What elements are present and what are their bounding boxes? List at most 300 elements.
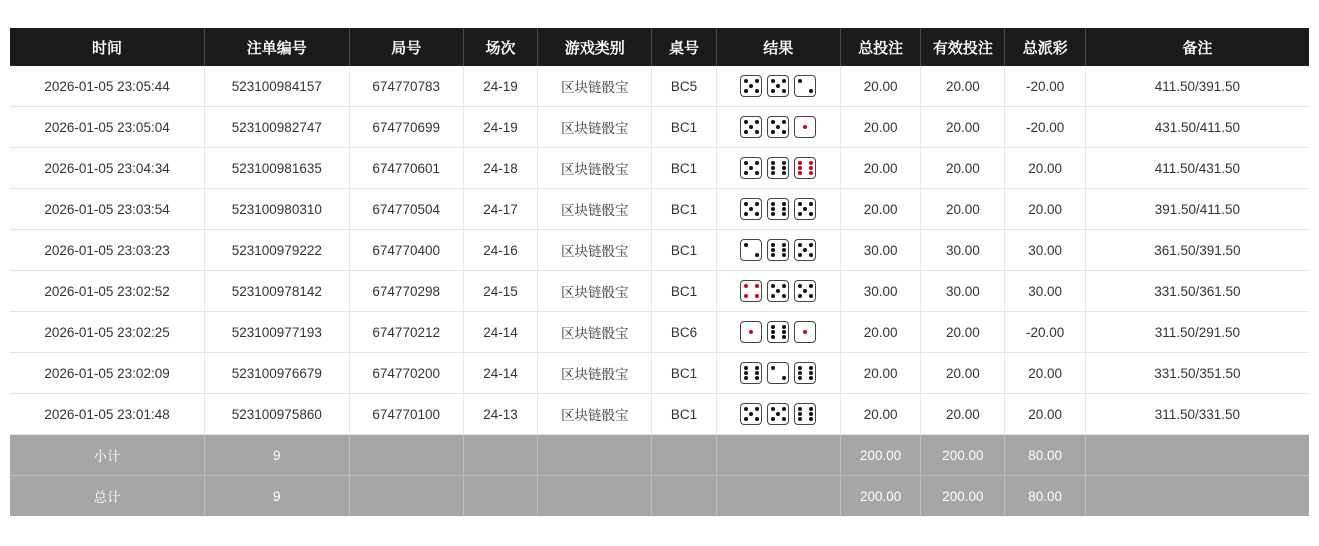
cell-time: 2026-01-05 23:04:34 bbox=[10, 148, 205, 189]
dice-pip bbox=[771, 130, 775, 134]
dice-face-1 bbox=[794, 116, 816, 138]
column-header-bet_id[interactable]: 注单编号 bbox=[205, 28, 349, 66]
dice-pip bbox=[809, 166, 813, 170]
cell-valid-bet: 20.00 bbox=[921, 189, 1005, 230]
cell-valid-bet: 20.00 bbox=[921, 394, 1005, 435]
dice-pip bbox=[782, 253, 786, 257]
dice-pip bbox=[749, 84, 753, 88]
table-row[interactable] bbox=[10, 107, 1309, 148]
dice-pip bbox=[782, 212, 786, 216]
dice-pip bbox=[798, 166, 802, 170]
dice-pip bbox=[809, 294, 813, 298]
dice-pip bbox=[782, 79, 786, 83]
dice-pip bbox=[744, 79, 748, 83]
cell-valid-bet: 20.00 bbox=[921, 148, 1005, 189]
summary-count: 9 bbox=[205, 476, 349, 517]
cell-session: 24-15 bbox=[463, 271, 537, 312]
summary-blank-gametype bbox=[538, 476, 652, 517]
dice-face-6 bbox=[794, 403, 816, 425]
dice-pip bbox=[809, 407, 813, 411]
summary-count: 9 bbox=[205, 435, 349, 476]
summary-blank-remark bbox=[1085, 476, 1309, 517]
dice-pip bbox=[782, 171, 786, 175]
cell-game-type: 区块链骰宝 bbox=[538, 189, 652, 230]
dice-pip bbox=[798, 79, 802, 83]
dice-pip bbox=[755, 202, 759, 206]
cell-valid-bet: 30.00 bbox=[921, 271, 1005, 312]
dice-pip bbox=[744, 294, 748, 298]
cell-time: 2026-01-05 23:02:25 bbox=[10, 312, 205, 353]
bet-records-table bbox=[10, 28, 1309, 516]
dice-pip bbox=[744, 284, 748, 288]
cell-remark: 331.50/361.50 bbox=[1085, 271, 1309, 312]
cell-remark: 361.50/391.50 bbox=[1085, 230, 1309, 271]
cell-round-no: 674770601 bbox=[349, 148, 463, 189]
cell-session: 24-16 bbox=[463, 230, 537, 271]
cell-game-type: 区块链骰宝 bbox=[538, 312, 652, 353]
cell-total-payout: -20.00 bbox=[1005, 66, 1085, 107]
dice-pip bbox=[782, 335, 786, 339]
grandtotal-row bbox=[10, 476, 1309, 517]
cell-total-payout: -20.00 bbox=[1005, 312, 1085, 353]
dice-group bbox=[721, 280, 836, 302]
cell-bet-id: 523100982747 bbox=[205, 107, 349, 148]
cell-bet-id: 523100979222 bbox=[205, 230, 349, 271]
cell-bet-id: 523100978142 bbox=[205, 271, 349, 312]
cell-total-payout: 20.00 bbox=[1005, 148, 1085, 189]
dice-pip bbox=[782, 166, 786, 170]
cell-total-payout: 30.00 bbox=[1005, 271, 1085, 312]
dice-pip bbox=[755, 79, 759, 83]
dice-pip bbox=[776, 289, 780, 293]
dice-pip bbox=[771, 366, 775, 370]
cell-round-no: 674770699 bbox=[349, 107, 463, 148]
dice-pip bbox=[809, 253, 813, 257]
dice-face-5 bbox=[740, 198, 762, 220]
dice-pip bbox=[755, 284, 759, 288]
dice-pip bbox=[809, 417, 813, 421]
dice-pip bbox=[809, 212, 813, 216]
summary-valid-bet: 200.00 bbox=[921, 435, 1005, 476]
table-header bbox=[10, 28, 1309, 66]
column-header-game_type[interactable]: 游戏类别 bbox=[538, 28, 652, 66]
dice-pip bbox=[771, 212, 775, 216]
summary-blank-session bbox=[463, 435, 537, 476]
cell-total-payout: 30.00 bbox=[1005, 230, 1085, 271]
summary-blank-result bbox=[716, 476, 840, 517]
dice-pip bbox=[771, 166, 775, 170]
column-header-remark[interactable]: 备注 bbox=[1085, 28, 1309, 66]
cell-game-type: 区块链骰宝 bbox=[538, 148, 652, 189]
dice-pip bbox=[744, 171, 748, 175]
dice-pip bbox=[744, 371, 748, 375]
cell-remark: 311.50/331.50 bbox=[1085, 394, 1309, 435]
dice-pip bbox=[782, 161, 786, 165]
dice-pip bbox=[744, 243, 748, 247]
table-row[interactable] bbox=[10, 394, 1309, 435]
cell-time: 2026-01-05 23:05:04 bbox=[10, 107, 205, 148]
dice-pip bbox=[803, 248, 807, 252]
summary-blank-session bbox=[463, 476, 537, 517]
cell-remark: 411.50/391.50 bbox=[1085, 66, 1309, 107]
dice-face-6 bbox=[794, 157, 816, 179]
dice-pip bbox=[771, 202, 775, 206]
dice-pip bbox=[771, 284, 775, 288]
cell-result-dice bbox=[716, 148, 840, 189]
cell-result-dice bbox=[716, 66, 840, 107]
summary-blank-round bbox=[349, 435, 463, 476]
dice-pip bbox=[798, 407, 802, 411]
cell-session: 24-14 bbox=[463, 353, 537, 394]
dice-pip bbox=[803, 207, 807, 211]
cell-table-no: BC1 bbox=[652, 230, 716, 271]
dice-face-5 bbox=[794, 239, 816, 261]
cell-round-no: 674770212 bbox=[349, 312, 463, 353]
table-row[interactable] bbox=[10, 148, 1309, 189]
cell-remark: 331.50/351.50 bbox=[1085, 353, 1309, 394]
dice-pip bbox=[771, 120, 775, 124]
cell-result-dice bbox=[716, 312, 840, 353]
cell-result-dice bbox=[716, 394, 840, 435]
dice-pip bbox=[749, 330, 753, 334]
cell-game-type: 区块链骰宝 bbox=[538, 107, 652, 148]
dice-pip bbox=[755, 171, 759, 175]
dice-pip bbox=[809, 412, 813, 416]
table-row[interactable] bbox=[10, 271, 1309, 312]
dice-face-5 bbox=[767, 75, 789, 97]
summary-blank-remark bbox=[1085, 435, 1309, 476]
dice-group bbox=[721, 157, 836, 179]
dice-pip bbox=[744, 89, 748, 93]
cell-result-dice bbox=[716, 189, 840, 230]
summary-label: 总计 bbox=[10, 476, 205, 517]
cell-bet-id: 523100980310 bbox=[205, 189, 349, 230]
dice-pip bbox=[771, 294, 775, 298]
cell-round-no: 674770298 bbox=[349, 271, 463, 312]
dice-pip bbox=[744, 366, 748, 370]
dice-pip bbox=[771, 253, 775, 257]
dice-pip bbox=[755, 417, 759, 421]
cell-total-bet: 30.00 bbox=[841, 230, 921, 271]
dice-face-4 bbox=[740, 280, 762, 302]
dice-pip bbox=[782, 207, 786, 211]
dice-face-6 bbox=[794, 362, 816, 384]
dice-face-5 bbox=[740, 157, 762, 179]
summary-total-bet: 200.00 bbox=[841, 435, 921, 476]
cell-bet-id: 523100975860 bbox=[205, 394, 349, 435]
dice-group bbox=[721, 116, 836, 138]
summary-blank-result bbox=[716, 435, 840, 476]
dice-pip bbox=[771, 248, 775, 252]
cell-table-no: BC1 bbox=[652, 394, 716, 435]
cell-session: 24-18 bbox=[463, 148, 537, 189]
cell-total-bet: 30.00 bbox=[841, 271, 921, 312]
dice-pip bbox=[744, 407, 748, 411]
dice-face-1 bbox=[794, 321, 816, 343]
dice-pip bbox=[782, 407, 786, 411]
dice-pip bbox=[755, 366, 759, 370]
dice-pip bbox=[798, 171, 802, 175]
dice-pip bbox=[755, 130, 759, 134]
dice-face-5 bbox=[740, 116, 762, 138]
cell-round-no: 674770783 bbox=[349, 66, 463, 107]
dice-face-5 bbox=[740, 75, 762, 97]
dice-pip bbox=[809, 284, 813, 288]
dice-face-6 bbox=[740, 362, 762, 384]
dice-pip bbox=[755, 161, 759, 165]
dice-pip bbox=[809, 243, 813, 247]
cell-bet-id: 523100984157 bbox=[205, 66, 349, 107]
dice-pip bbox=[782, 376, 786, 380]
cell-game-type: 区块链骰宝 bbox=[538, 230, 652, 271]
table-row[interactable] bbox=[10, 66, 1309, 107]
cell-table-no: BC1 bbox=[652, 271, 716, 312]
summary-total-bet: 200.00 bbox=[841, 476, 921, 517]
column-header-result[interactable]: 结果 bbox=[716, 28, 840, 66]
dice-face-2 bbox=[740, 239, 762, 261]
dice-face-2 bbox=[767, 362, 789, 384]
cell-valid-bet: 20.00 bbox=[921, 353, 1005, 394]
dice-face-6 bbox=[767, 198, 789, 220]
dice-pip bbox=[782, 202, 786, 206]
dice-pip bbox=[771, 171, 775, 175]
dice-pip bbox=[809, 161, 813, 165]
dice-face-5 bbox=[767, 116, 789, 138]
dice-face-2 bbox=[794, 75, 816, 97]
dice-pip bbox=[749, 207, 753, 211]
cell-total-bet: 20.00 bbox=[841, 312, 921, 353]
dice-group bbox=[721, 198, 836, 220]
cell-table-no: BC1 bbox=[652, 189, 716, 230]
cell-total-payout: -20.00 bbox=[1005, 107, 1085, 148]
dice-pip bbox=[755, 120, 759, 124]
dice-group bbox=[721, 362, 836, 384]
cell-round-no: 674770200 bbox=[349, 353, 463, 394]
cell-remark: 311.50/291.50 bbox=[1085, 312, 1309, 353]
cell-total-payout: 20.00 bbox=[1005, 353, 1085, 394]
dice-pip bbox=[782, 248, 786, 252]
summary-total-payout: 80.00 bbox=[1005, 476, 1085, 517]
dice-pip bbox=[798, 294, 802, 298]
dice-group bbox=[721, 403, 836, 425]
dice-pip bbox=[771, 325, 775, 329]
dice-group bbox=[721, 321, 836, 343]
cell-time: 2026-01-05 23:02:09 bbox=[10, 353, 205, 394]
dice-pip bbox=[782, 294, 786, 298]
dice-pip bbox=[755, 89, 759, 93]
cell-time: 2026-01-05 23:03:23 bbox=[10, 230, 205, 271]
dice-pip bbox=[755, 376, 759, 380]
summary-blank-tableno bbox=[652, 435, 716, 476]
cell-total-bet: 20.00 bbox=[841, 189, 921, 230]
dice-pip bbox=[809, 366, 813, 370]
dice-pip bbox=[798, 212, 802, 216]
cell-session: 24-17 bbox=[463, 189, 537, 230]
table-row[interactable] bbox=[10, 230, 1309, 271]
dice-face-5 bbox=[794, 280, 816, 302]
dice-pip bbox=[744, 376, 748, 380]
dice-pip bbox=[782, 325, 786, 329]
dice-face-5 bbox=[767, 280, 789, 302]
column-header-total_bet[interactable]: 总投注 bbox=[841, 28, 921, 66]
cell-game-type: 区块链骰宝 bbox=[538, 353, 652, 394]
table-row[interactable] bbox=[10, 189, 1309, 230]
dice-pip bbox=[798, 366, 802, 370]
summary-blank-round bbox=[349, 476, 463, 517]
dice-pip bbox=[776, 412, 780, 416]
summary-label: 小计 bbox=[10, 435, 205, 476]
dice-pip bbox=[771, 161, 775, 165]
dice-pip bbox=[744, 202, 748, 206]
summary-total-payout: 80.00 bbox=[1005, 435, 1085, 476]
cell-total-bet: 20.00 bbox=[841, 66, 921, 107]
dice-face-1 bbox=[740, 321, 762, 343]
dice-face-5 bbox=[794, 198, 816, 220]
cell-remark: 431.50/411.50 bbox=[1085, 107, 1309, 148]
dice-pip bbox=[771, 79, 775, 83]
dice-pip bbox=[798, 202, 802, 206]
dice-pip bbox=[771, 243, 775, 247]
dice-pip bbox=[782, 120, 786, 124]
dice-pip bbox=[803, 125, 807, 129]
table-body bbox=[10, 66, 1309, 516]
cell-total-payout: 20.00 bbox=[1005, 394, 1085, 435]
dice-pip bbox=[809, 202, 813, 206]
dice-group bbox=[721, 239, 836, 261]
dice-pip bbox=[755, 371, 759, 375]
cell-valid-bet: 20.00 bbox=[921, 107, 1005, 148]
summary-blank-gametype bbox=[538, 435, 652, 476]
dice-face-5 bbox=[740, 403, 762, 425]
dice-pip bbox=[755, 407, 759, 411]
cell-time: 2026-01-05 23:01:48 bbox=[10, 394, 205, 435]
cell-bet-id: 523100976679 bbox=[205, 353, 349, 394]
summary-valid-bet: 200.00 bbox=[921, 476, 1005, 517]
column-header-round_no[interactable]: 局号 bbox=[349, 28, 463, 66]
cell-result-dice bbox=[716, 107, 840, 148]
cell-total-bet: 20.00 bbox=[841, 148, 921, 189]
dice-pip bbox=[755, 212, 759, 216]
cell-total-bet: 20.00 bbox=[841, 353, 921, 394]
cell-session: 24-14 bbox=[463, 312, 537, 353]
cell-valid-bet: 20.00 bbox=[921, 312, 1005, 353]
dice-pip bbox=[782, 284, 786, 288]
dice-pip bbox=[744, 417, 748, 421]
dice-face-6 bbox=[767, 239, 789, 261]
column-header-valid_bet[interactable]: 有效投注 bbox=[921, 28, 1005, 66]
cell-table-no: BC1 bbox=[652, 107, 716, 148]
table-header-row bbox=[10, 28, 1309, 66]
cell-time: 2026-01-05 23:03:54 bbox=[10, 189, 205, 230]
cell-game-type: 区块链骰宝 bbox=[538, 271, 652, 312]
column-header-time[interactable]: 时间 bbox=[10, 28, 205, 66]
dice-pip bbox=[771, 417, 775, 421]
dice-pip bbox=[798, 243, 802, 247]
dice-pip bbox=[798, 161, 802, 165]
dice-pip bbox=[744, 130, 748, 134]
dice-pip bbox=[809, 371, 813, 375]
column-header-table_no[interactable]: 桌号 bbox=[652, 28, 716, 66]
cell-table-no: BC5 bbox=[652, 66, 716, 107]
dice-pip bbox=[798, 376, 802, 380]
cell-result-dice bbox=[716, 353, 840, 394]
cell-result-dice bbox=[716, 271, 840, 312]
summary-blank-tableno bbox=[652, 476, 716, 517]
cell-remark: 411.50/431.50 bbox=[1085, 148, 1309, 189]
dice-pip bbox=[771, 207, 775, 211]
dice-pip bbox=[771, 407, 775, 411]
dice-pip bbox=[782, 89, 786, 93]
cell-round-no: 674770504 bbox=[349, 189, 463, 230]
dice-pip bbox=[749, 166, 753, 170]
dice-face-6 bbox=[767, 321, 789, 343]
dice-pip bbox=[782, 243, 786, 247]
dice-face-5 bbox=[767, 403, 789, 425]
dice-pip bbox=[776, 84, 780, 88]
cell-valid-bet: 20.00 bbox=[921, 66, 1005, 107]
dice-pip bbox=[798, 284, 802, 288]
dice-pip bbox=[755, 294, 759, 298]
dice-pip bbox=[809, 89, 813, 93]
dice-pip bbox=[798, 417, 802, 421]
dice-pip bbox=[744, 120, 748, 124]
dice-pip bbox=[809, 376, 813, 380]
dice-pip bbox=[798, 371, 802, 375]
cell-round-no: 674770400 bbox=[349, 230, 463, 271]
cell-session: 24-13 bbox=[463, 394, 537, 435]
dice-group bbox=[721, 75, 836, 97]
dice-pip bbox=[771, 330, 775, 334]
dice-pip bbox=[744, 161, 748, 165]
cell-time: 2026-01-05 23:05:44 bbox=[10, 66, 205, 107]
cell-total-bet: 20.00 bbox=[841, 107, 921, 148]
cell-time: 2026-01-05 23:02:52 bbox=[10, 271, 205, 312]
cell-result-dice bbox=[716, 230, 840, 271]
dice-face-6 bbox=[767, 157, 789, 179]
dice-pip bbox=[749, 412, 753, 416]
dice-pip bbox=[771, 335, 775, 339]
subtotal-row bbox=[10, 435, 1309, 476]
cell-game-type: 区块链骰宝 bbox=[538, 66, 652, 107]
cell-table-no: BC1 bbox=[652, 148, 716, 189]
dice-pip bbox=[782, 330, 786, 334]
cell-remark: 391.50/411.50 bbox=[1085, 189, 1309, 230]
cell-bet-id: 523100977193 bbox=[205, 312, 349, 353]
column-header-session[interactable]: 场次 bbox=[463, 28, 537, 66]
cell-total-bet: 20.00 bbox=[841, 394, 921, 435]
dice-pip bbox=[744, 212, 748, 216]
dice-pip bbox=[803, 330, 807, 334]
cell-table-no: BC6 bbox=[652, 312, 716, 353]
table-row[interactable] bbox=[10, 353, 1309, 394]
column-header-total_payout[interactable]: 总派彩 bbox=[1005, 28, 1085, 66]
cell-bet-id: 523100981635 bbox=[205, 148, 349, 189]
dice-pip bbox=[782, 417, 786, 421]
dice-pip bbox=[782, 130, 786, 134]
dice-pip bbox=[798, 412, 802, 416]
dice-pip bbox=[809, 171, 813, 175]
cell-round-no: 674770100 bbox=[349, 394, 463, 435]
cell-total-payout: 20.00 bbox=[1005, 189, 1085, 230]
table-row[interactable] bbox=[10, 312, 1309, 353]
dice-pip bbox=[749, 125, 753, 129]
dice-pip bbox=[771, 89, 775, 93]
dice-pip bbox=[755, 253, 759, 257]
dice-pip bbox=[776, 125, 780, 129]
cell-table-no: BC1 bbox=[652, 353, 716, 394]
cell-game-type: 区块链骰宝 bbox=[538, 394, 652, 435]
cell-session: 24-19 bbox=[463, 66, 537, 107]
